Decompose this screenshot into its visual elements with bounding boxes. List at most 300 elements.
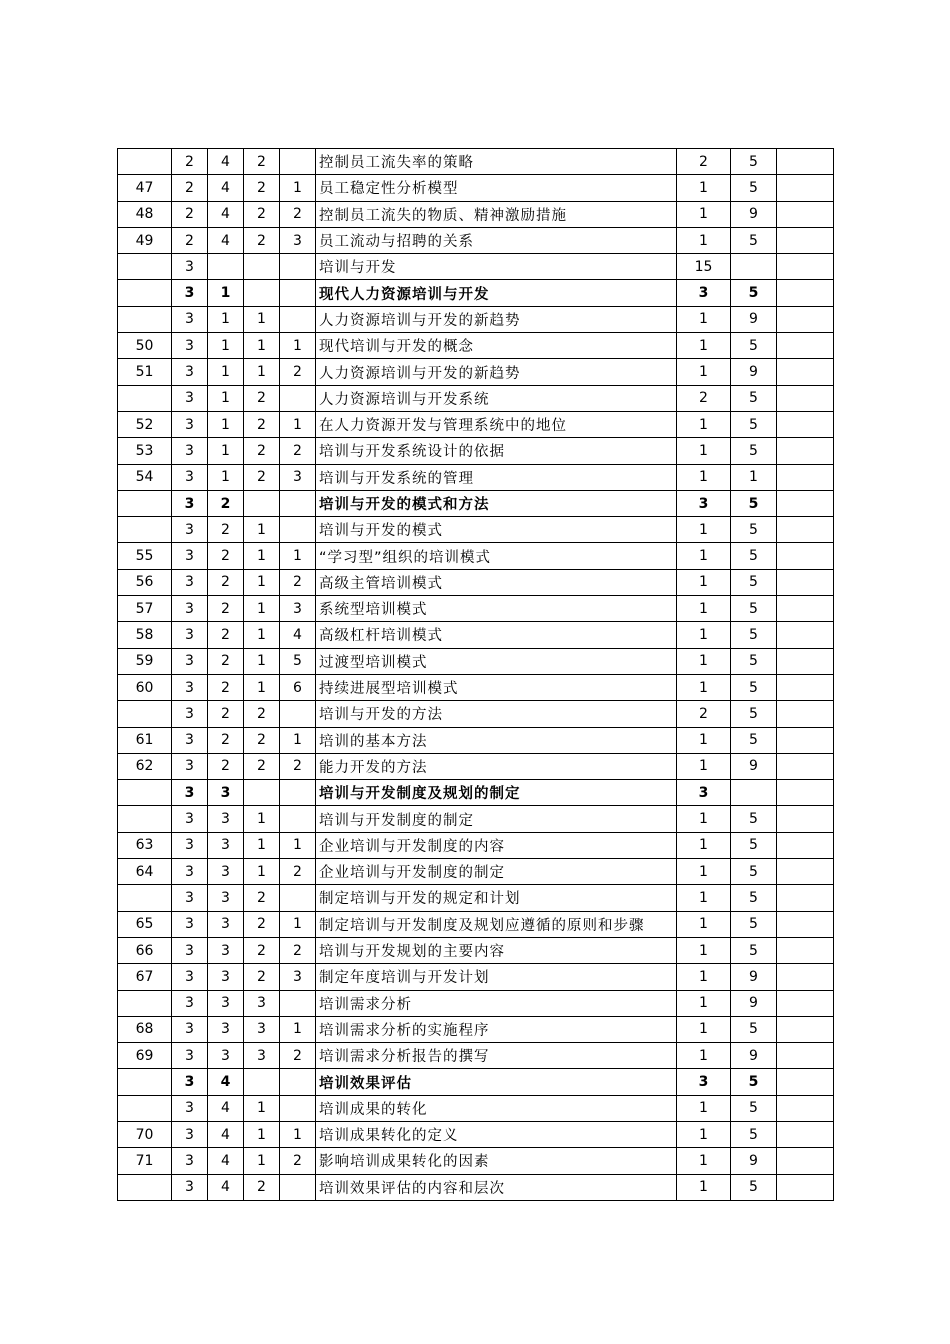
table-row [118, 832, 834, 858]
level-1-cell: 2 [172, 201, 208, 227]
level-1-cell: 3 [172, 385, 208, 411]
remark-cell [777, 254, 834, 280]
item-number-cell: 50 [118, 333, 172, 359]
level-3-cell: 1 [244, 622, 280, 648]
outline-table [117, 148, 834, 1201]
remark-cell [777, 596, 834, 622]
count-cell: 1 [677, 411, 731, 437]
weight-cell: 5 [731, 1095, 777, 1121]
weight-cell: 5 [731, 149, 777, 175]
count-cell: 1 [677, 201, 731, 227]
table-row [118, 385, 834, 411]
level-1-cell: 3 [172, 1095, 208, 1121]
weight-cell [731, 254, 777, 280]
count-cell: 1 [677, 464, 731, 490]
remark-cell [777, 385, 834, 411]
remark-cell [777, 727, 834, 753]
remark-cell [777, 1043, 834, 1069]
item-number-cell: 62 [118, 753, 172, 779]
level-3-cell: 2 [244, 964, 280, 990]
level-4-cell: 2 [280, 1148, 316, 1174]
weight-cell: 5 [731, 622, 777, 648]
level-2-cell: 1 [208, 306, 244, 332]
weight-cell: 5 [731, 806, 777, 832]
topic-title-cell: 企业培训与开发制度的内容 [316, 832, 677, 858]
count-cell: 3 [677, 280, 731, 306]
weight-cell: 5 [731, 674, 777, 700]
level-1-cell: 3 [172, 411, 208, 437]
level-4-cell [280, 780, 316, 806]
table-row [118, 227, 834, 253]
topic-title-cell: 持续进展型培训模式 [316, 674, 677, 700]
level-1-cell: 3 [172, 464, 208, 490]
level-1-cell: 3 [172, 517, 208, 543]
weight-cell: 5 [731, 1069, 777, 1095]
count-cell: 2 [677, 385, 731, 411]
level-3-cell: 2 [244, 438, 280, 464]
table-row [118, 701, 834, 727]
topic-title-cell: 培训成果转化的定义 [316, 1121, 677, 1147]
topic-title-cell: 培训与开发规划的主要内容 [316, 937, 677, 963]
item-number-cell: 63 [118, 832, 172, 858]
level-4-cell [280, 490, 316, 516]
remark-cell [777, 490, 834, 516]
remark-cell [777, 175, 834, 201]
remark-cell [777, 1121, 834, 1147]
level-2-cell: 2 [208, 753, 244, 779]
table-row [118, 464, 834, 490]
item-number-cell: 47 [118, 175, 172, 201]
weight-cell [731, 780, 777, 806]
weight-cell: 5 [731, 832, 777, 858]
topic-title-cell: 能力开发的方法 [316, 753, 677, 779]
table-row [118, 280, 834, 306]
weight-cell: 5 [731, 727, 777, 753]
table-row [118, 1043, 834, 1069]
item-number-cell: 58 [118, 622, 172, 648]
table-row [118, 780, 834, 806]
level-4-cell: 1 [280, 911, 316, 937]
level-2-cell: 3 [208, 964, 244, 990]
topic-title-cell: 培训成果的转化 [316, 1095, 677, 1121]
topic-title-cell: 培训需求分析的实施程序 [316, 1016, 677, 1042]
level-1-cell: 3 [172, 359, 208, 385]
count-cell: 3 [677, 1069, 731, 1095]
level-4-cell: 1 [280, 727, 316, 753]
item-number-cell [118, 885, 172, 911]
table-row [118, 911, 834, 937]
level-3-cell: 1 [244, 806, 280, 832]
topic-title-cell: 人力资源培训与开发的新趋势 [316, 359, 677, 385]
count-cell: 1 [677, 306, 731, 332]
level-4-cell [280, 1095, 316, 1121]
table-row [118, 517, 834, 543]
level-1-cell: 3 [172, 543, 208, 569]
level-2-cell: 1 [208, 438, 244, 464]
table-row [118, 990, 834, 1016]
item-number-cell: 64 [118, 859, 172, 885]
level-4-cell: 1 [280, 543, 316, 569]
level-4-cell: 1 [280, 832, 316, 858]
count-cell: 3 [677, 780, 731, 806]
table-row [118, 201, 834, 227]
remark-cell [777, 517, 834, 543]
level-3-cell: 2 [244, 385, 280, 411]
weight-cell: 5 [731, 885, 777, 911]
level-2-cell: 4 [208, 1095, 244, 1121]
item-number-cell [118, 780, 172, 806]
remark-cell [777, 464, 834, 490]
level-1-cell: 3 [172, 306, 208, 332]
item-number-cell: 54 [118, 464, 172, 490]
remark-cell [777, 674, 834, 700]
item-number-cell: 53 [118, 438, 172, 464]
level-3-cell: 1 [244, 832, 280, 858]
level-3-cell: 1 [244, 1095, 280, 1121]
level-3-cell: 2 [244, 753, 280, 779]
weight-cell: 9 [731, 359, 777, 385]
level-1-cell: 3 [172, 859, 208, 885]
table-row [118, 727, 834, 753]
item-number-cell [118, 806, 172, 832]
level-4-cell: 5 [280, 648, 316, 674]
table-row [118, 569, 834, 595]
count-cell: 1 [677, 674, 731, 700]
level-2-cell: 1 [208, 333, 244, 359]
level-4-cell: 2 [280, 859, 316, 885]
remark-cell [777, 964, 834, 990]
level-2-cell: 2 [208, 622, 244, 648]
level-4-cell [280, 385, 316, 411]
level-3-cell [244, 780, 280, 806]
remark-cell [777, 622, 834, 648]
topic-title-cell: 培训与开发的模式和方法 [316, 490, 677, 516]
topic-title-cell: 培训需求分析报告的撰写 [316, 1043, 677, 1069]
level-2-cell: 3 [208, 1016, 244, 1042]
level-1-cell: 3 [172, 1043, 208, 1069]
level-1-cell: 3 [172, 885, 208, 911]
item-number-cell [118, 149, 172, 175]
level-2-cell: 4 [208, 1121, 244, 1147]
table-row [118, 885, 834, 911]
level-1-cell: 3 [172, 1069, 208, 1095]
remark-cell [777, 885, 834, 911]
level-2-cell: 1 [208, 411, 244, 437]
item-number-cell: 67 [118, 964, 172, 990]
weight-cell: 9 [731, 1148, 777, 1174]
level-1-cell: 2 [172, 175, 208, 201]
level-1-cell: 3 [172, 701, 208, 727]
topic-title-cell: 制定培训与开发的规定和计划 [316, 885, 677, 911]
level-3-cell: 2 [244, 149, 280, 175]
level-2-cell: 3 [208, 911, 244, 937]
count-cell: 1 [677, 1095, 731, 1121]
level-3-cell: 2 [244, 885, 280, 911]
weight-cell: 5 [731, 227, 777, 253]
level-4-cell: 2 [280, 1043, 316, 1069]
count-cell: 1 [677, 175, 731, 201]
item-number-cell: 65 [118, 911, 172, 937]
table-row [118, 306, 834, 332]
level-3-cell: 1 [244, 648, 280, 674]
level-3-cell: 3 [244, 1043, 280, 1069]
remark-cell [777, 1148, 834, 1174]
weight-cell: 9 [731, 306, 777, 332]
level-1-cell: 3 [172, 490, 208, 516]
level-4-cell: 2 [280, 937, 316, 963]
topic-title-cell: 在人力资源开发与管理系统中的地位 [316, 411, 677, 437]
weight-cell: 5 [731, 1121, 777, 1147]
level-2-cell: 3 [208, 1043, 244, 1069]
topic-title-cell: 系统型培训模式 [316, 596, 677, 622]
level-1-cell: 3 [172, 753, 208, 779]
item-number-cell: 49 [118, 227, 172, 253]
item-number-cell: 52 [118, 411, 172, 437]
level-4-cell: 6 [280, 674, 316, 700]
level-3-cell: 1 [244, 859, 280, 885]
level-1-cell: 3 [172, 727, 208, 753]
level-3-cell: 1 [244, 596, 280, 622]
level-4-cell: 2 [280, 201, 316, 227]
remark-cell [777, 990, 834, 1016]
topic-title-cell: 高级主管培训模式 [316, 569, 677, 595]
remark-cell [777, 201, 834, 227]
level-4-cell [280, 1069, 316, 1095]
level-1-cell: 2 [172, 227, 208, 253]
table-row [118, 543, 834, 569]
count-cell: 1 [677, 937, 731, 963]
count-cell: 1 [677, 859, 731, 885]
count-cell: 1 [677, 990, 731, 1016]
level-2-cell: 3 [208, 832, 244, 858]
level-2-cell: 1 [208, 280, 244, 306]
table-row [118, 964, 834, 990]
remark-cell [777, 438, 834, 464]
weight-cell: 5 [731, 911, 777, 937]
level-2-cell: 4 [208, 201, 244, 227]
weight-cell: 5 [731, 543, 777, 569]
topic-title-cell: 培训与开发的方法 [316, 701, 677, 727]
level-4-cell [280, 149, 316, 175]
count-cell: 1 [677, 359, 731, 385]
level-2-cell: 4 [208, 1174, 244, 1200]
level-2-cell: 3 [208, 937, 244, 963]
count-cell: 1 [677, 1016, 731, 1042]
weight-cell: 5 [731, 937, 777, 963]
level-3-cell: 1 [244, 674, 280, 700]
level-2-cell: 4 [208, 1148, 244, 1174]
remark-cell [777, 937, 834, 963]
level-2-cell: 3 [208, 806, 244, 832]
count-cell: 1 [677, 1043, 731, 1069]
level-2-cell: 1 [208, 359, 244, 385]
topic-title-cell: 人力资源培训与开发的新趋势 [316, 306, 677, 332]
remark-cell [777, 911, 834, 937]
weight-cell: 5 [731, 385, 777, 411]
table-row [118, 859, 834, 885]
level-2-cell: 3 [208, 885, 244, 911]
weight-cell: 5 [731, 490, 777, 516]
item-number-cell [118, 1095, 172, 1121]
count-cell: 1 [677, 753, 731, 779]
level-3-cell: 2 [244, 227, 280, 253]
level-1-cell: 3 [172, 1016, 208, 1042]
table-row [118, 1148, 834, 1174]
level-2-cell: 4 [208, 227, 244, 253]
level-3-cell [244, 280, 280, 306]
level-4-cell [280, 280, 316, 306]
topic-title-cell: 培训与开发系统设计的依据 [316, 438, 677, 464]
level-2-cell: 2 [208, 701, 244, 727]
remark-cell [777, 701, 834, 727]
topic-title-cell: 人力资源培训与开发系统 [316, 385, 677, 411]
topic-title-cell: 现代培训与开发的概念 [316, 333, 677, 359]
level-4-cell: 2 [280, 359, 316, 385]
level-2-cell: 2 [208, 596, 244, 622]
topic-title-cell: 培训效果评估的内容和层次 [316, 1174, 677, 1200]
level-4-cell: 3 [280, 964, 316, 990]
topic-title-cell: “学习型”组织的培训模式 [316, 543, 677, 569]
item-number-cell: 57 [118, 596, 172, 622]
topic-title-cell: 过渡型培训模式 [316, 648, 677, 674]
item-number-cell: 66 [118, 937, 172, 963]
table-row [118, 1016, 834, 1042]
item-number-cell: 68 [118, 1016, 172, 1042]
level-3-cell: 2 [244, 411, 280, 437]
level-1-cell: 3 [172, 990, 208, 1016]
table-row [118, 438, 834, 464]
table-row [118, 1121, 834, 1147]
weight-cell: 5 [731, 175, 777, 201]
weight-cell: 5 [731, 1016, 777, 1042]
level-1-cell: 3 [172, 254, 208, 280]
remark-cell [777, 806, 834, 832]
item-number-cell: 61 [118, 727, 172, 753]
count-cell: 1 [677, 1174, 731, 1200]
count-cell: 1 [677, 517, 731, 543]
weight-cell: 9 [731, 753, 777, 779]
level-3-cell: 1 [244, 359, 280, 385]
level-3-cell: 2 [244, 201, 280, 227]
remark-cell [777, 306, 834, 332]
topic-title-cell: 控制员工流失率的策略 [316, 149, 677, 175]
item-number-cell: 60 [118, 674, 172, 700]
level-2-cell: 3 [208, 859, 244, 885]
level-2-cell: 2 [208, 543, 244, 569]
table-row [118, 937, 834, 963]
table-row [118, 149, 834, 175]
level-1-cell: 3 [172, 622, 208, 648]
item-number-cell [118, 1174, 172, 1200]
level-4-cell: 1 [280, 333, 316, 359]
table-row [118, 1174, 834, 1200]
weight-cell: 5 [731, 596, 777, 622]
level-3-cell [244, 254, 280, 280]
count-cell: 1 [677, 832, 731, 858]
level-3-cell: 1 [244, 1148, 280, 1174]
topic-title-cell: 培训与开发系统的管理 [316, 464, 677, 490]
count-cell: 1 [677, 648, 731, 674]
count-cell: 1 [677, 622, 731, 648]
level-3-cell: 3 [244, 990, 280, 1016]
remark-cell [777, 227, 834, 253]
level-1-cell: 3 [172, 964, 208, 990]
item-number-cell: 51 [118, 359, 172, 385]
level-1-cell: 3 [172, 832, 208, 858]
item-number-cell [118, 990, 172, 1016]
level-2-cell: 3 [208, 780, 244, 806]
level-1-cell: 3 [172, 1148, 208, 1174]
remark-cell [777, 543, 834, 569]
count-cell: 1 [677, 911, 731, 937]
level-2-cell: 2 [208, 490, 244, 516]
level-3-cell: 1 [244, 569, 280, 595]
item-number-cell [118, 280, 172, 306]
remark-cell [777, 780, 834, 806]
level-1-cell: 3 [172, 911, 208, 937]
remark-cell [777, 859, 834, 885]
topic-title-cell: 培训与开发的模式 [316, 517, 677, 543]
weight-cell: 5 [731, 701, 777, 727]
remark-cell [777, 1016, 834, 1042]
level-3-cell: 1 [244, 543, 280, 569]
remark-cell [777, 1095, 834, 1121]
level-3-cell: 1 [244, 1121, 280, 1147]
item-number-cell: 55 [118, 543, 172, 569]
table-row [118, 1069, 834, 1095]
level-2-cell: 2 [208, 569, 244, 595]
weight-cell: 9 [731, 1043, 777, 1069]
level-1-cell: 3 [172, 569, 208, 595]
level-2-cell: 1 [208, 385, 244, 411]
table-row [118, 674, 834, 700]
topic-title-cell: 控制员工流失的物质、精神激励措施 [316, 201, 677, 227]
table-row [118, 175, 834, 201]
remark-cell [777, 359, 834, 385]
level-1-cell: 3 [172, 780, 208, 806]
count-cell: 3 [677, 490, 731, 516]
count-cell: 1 [677, 333, 731, 359]
level-4-cell: 4 [280, 622, 316, 648]
level-2-cell: 1 [208, 464, 244, 490]
level-4-cell: 2 [280, 753, 316, 779]
level-3-cell [244, 490, 280, 516]
level-3-cell: 2 [244, 464, 280, 490]
level-1-cell: 3 [172, 1121, 208, 1147]
level-4-cell [280, 517, 316, 543]
level-4-cell [280, 990, 316, 1016]
table-row [118, 333, 834, 359]
remark-cell [777, 411, 834, 437]
level-1-cell: 3 [172, 806, 208, 832]
level-3-cell: 1 [244, 517, 280, 543]
remark-cell [777, 149, 834, 175]
table-row [118, 648, 834, 674]
level-1-cell: 3 [172, 648, 208, 674]
item-number-cell: 48 [118, 201, 172, 227]
level-3-cell: 2 [244, 701, 280, 727]
level-4-cell: 3 [280, 464, 316, 490]
topic-title-cell: 员工流动与招聘的关系 [316, 227, 677, 253]
item-number-cell [118, 385, 172, 411]
topic-title-cell: 培训效果评估 [316, 1069, 677, 1095]
level-4-cell [280, 701, 316, 727]
topic-title-cell: 培训需求分析 [316, 990, 677, 1016]
level-2-cell [208, 254, 244, 280]
level-3-cell: 2 [244, 727, 280, 753]
level-2-cell: 2 [208, 648, 244, 674]
level-4-cell [280, 1174, 316, 1200]
